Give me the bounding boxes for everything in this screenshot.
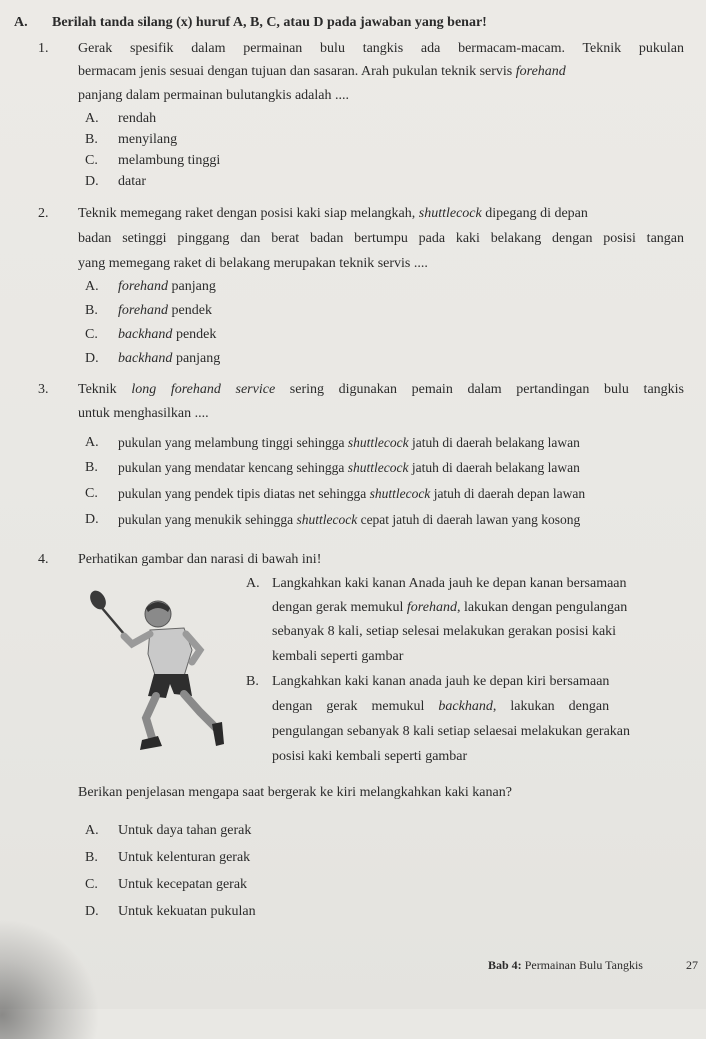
question-number: 4. xyxy=(38,552,49,567)
badminton-player-illustration xyxy=(88,588,238,758)
narration-line: Langkahkan kaki kanan Anada jauh ke depan kanan bersamaan xyxy=(272,576,627,591)
question-text-line: Teknik long forehand service sering digunakan pemain dalam pertandingan bulu tangkis xyxy=(78,382,684,397)
player-shoe-right xyxy=(212,722,224,746)
option-letter: D. xyxy=(85,512,99,527)
option-text: Untuk kecepatan gerak xyxy=(118,877,248,892)
narration-line: sebanyak 8 kali, setiap selesai melakukan gerakan posisi kaki xyxy=(272,624,617,639)
option-letter: D. xyxy=(85,904,99,919)
option-letter: C. xyxy=(85,877,98,892)
question-number: 1. xyxy=(38,41,49,56)
question-number: 3. xyxy=(38,382,49,397)
option-letter: A. xyxy=(85,435,99,450)
racket-handle xyxy=(102,608,124,634)
option-text: rendah xyxy=(118,111,157,126)
option-text: melambung tinggi xyxy=(118,153,221,168)
option-text: Untuk kelenturan gerak xyxy=(118,850,251,865)
question-number: 2. xyxy=(38,206,49,221)
option-text: menyilang xyxy=(118,132,178,147)
narration-line: posisi kaki kembali seperti gambar xyxy=(272,749,468,764)
option-text: pukulan yang pendek tipis diatas net sehingga shuttlecock jatuh di daerah depan lawan xyxy=(118,486,586,501)
option-letter: C. xyxy=(85,153,98,168)
option-text: pukulan yang melambung tinggi sehingga shuttlecock jatuh di daerah belakang lawan xyxy=(118,435,580,450)
narration-line: dengan gerak memukul forehand, lakukan dengan pengulangan xyxy=(272,600,628,615)
question-text-line: badan setinggi pinggang dan berat badan bertumpu pada kaki belakang dengan posisi tangan xyxy=(78,231,684,246)
question-intro: Perhatikan gambar dan narasi di bawah ini! xyxy=(78,552,322,567)
option-text: Untuk daya tahan gerak xyxy=(118,823,252,838)
question-text-line: untuk menghasilkan .... xyxy=(78,406,209,421)
narration-line: dengan gerak memukul backhand, lakukan dengan xyxy=(272,699,610,714)
question-text-line: panjang dalam permainan bulutangkis adalah .... xyxy=(78,88,349,103)
option-text: Untuk kekuatan pukulan xyxy=(118,904,256,919)
option-text: forehand pendek xyxy=(118,303,212,318)
option-letter: B. xyxy=(85,132,98,147)
question-text-line: yang memegang raket di belakang merupakan teknik servis .... xyxy=(78,256,428,271)
question-text-line: Berikan penjelasan mengapa saat bergerak ke kiri melangkahkan kaki kanan? xyxy=(78,785,512,800)
option-text: backhand panjang xyxy=(118,351,221,366)
option-text: backhand pendek xyxy=(118,327,217,342)
option-text: datar xyxy=(118,174,146,189)
option-letter: C. xyxy=(85,327,98,342)
player-leg-right xyxy=(184,694,216,728)
option-letter: D. xyxy=(85,351,99,366)
player-leg-left xyxy=(146,696,156,738)
player-arm-right xyxy=(124,634,150,644)
option-text: forehand panjang xyxy=(118,279,216,294)
page-footer: Bab 4: Permainan Bulu Tangkis xyxy=(488,958,643,972)
narration-line: Langkahkan kaki kanan anada jauh ke depan kiri bersamaan xyxy=(272,674,610,689)
player-shoe-left xyxy=(140,736,162,750)
racket-head xyxy=(88,588,109,612)
option-text: pukulan yang mendatar kencang sehingga shuttlecock jatuh di daerah belakang lawan xyxy=(118,460,580,475)
page-number: 27 xyxy=(686,958,698,972)
question-text-line: Teknik memegang raket dengan posisi kaki siap melangkah, shuttlecock dipegang di depan xyxy=(78,206,588,221)
section-letter: A. xyxy=(14,15,28,30)
question-text-line: bermacam jenis sesuai dengan tujuan dan sasaran. Arah pukulan teknik servis forehand xyxy=(78,64,566,79)
option-letter: B. xyxy=(85,303,98,318)
section-instruction: Berilah tanda silang (x) huruf A, B, C, atau D pada jawaban yang benar! xyxy=(52,15,487,30)
option-letter: C. xyxy=(85,486,98,501)
option-letter: A. xyxy=(85,823,99,838)
narration-letter: A. xyxy=(246,576,260,591)
narration-letter: B. xyxy=(246,674,259,689)
option-text: pukulan yang menukik sehingga shuttlecock cepat jatuh di daerah lawan yang kosong xyxy=(118,512,581,527)
option-letter: B. xyxy=(85,460,98,475)
option-letter: A. xyxy=(85,111,99,126)
photo-shadow xyxy=(0,919,100,1039)
option-letter: D. xyxy=(85,174,99,189)
narration-line: kembali seperti gambar xyxy=(272,649,404,664)
option-letter: B. xyxy=(85,850,98,865)
question-text-line: Gerak spesifik dalam permainan bulu tangkis ada bermacam-macam. Teknik pukulan xyxy=(78,41,684,56)
option-letter: A. xyxy=(85,279,99,294)
narration-line: pengulangan sebanyak 8 kali setiap selaesai melakukan gerakan xyxy=(272,724,631,739)
